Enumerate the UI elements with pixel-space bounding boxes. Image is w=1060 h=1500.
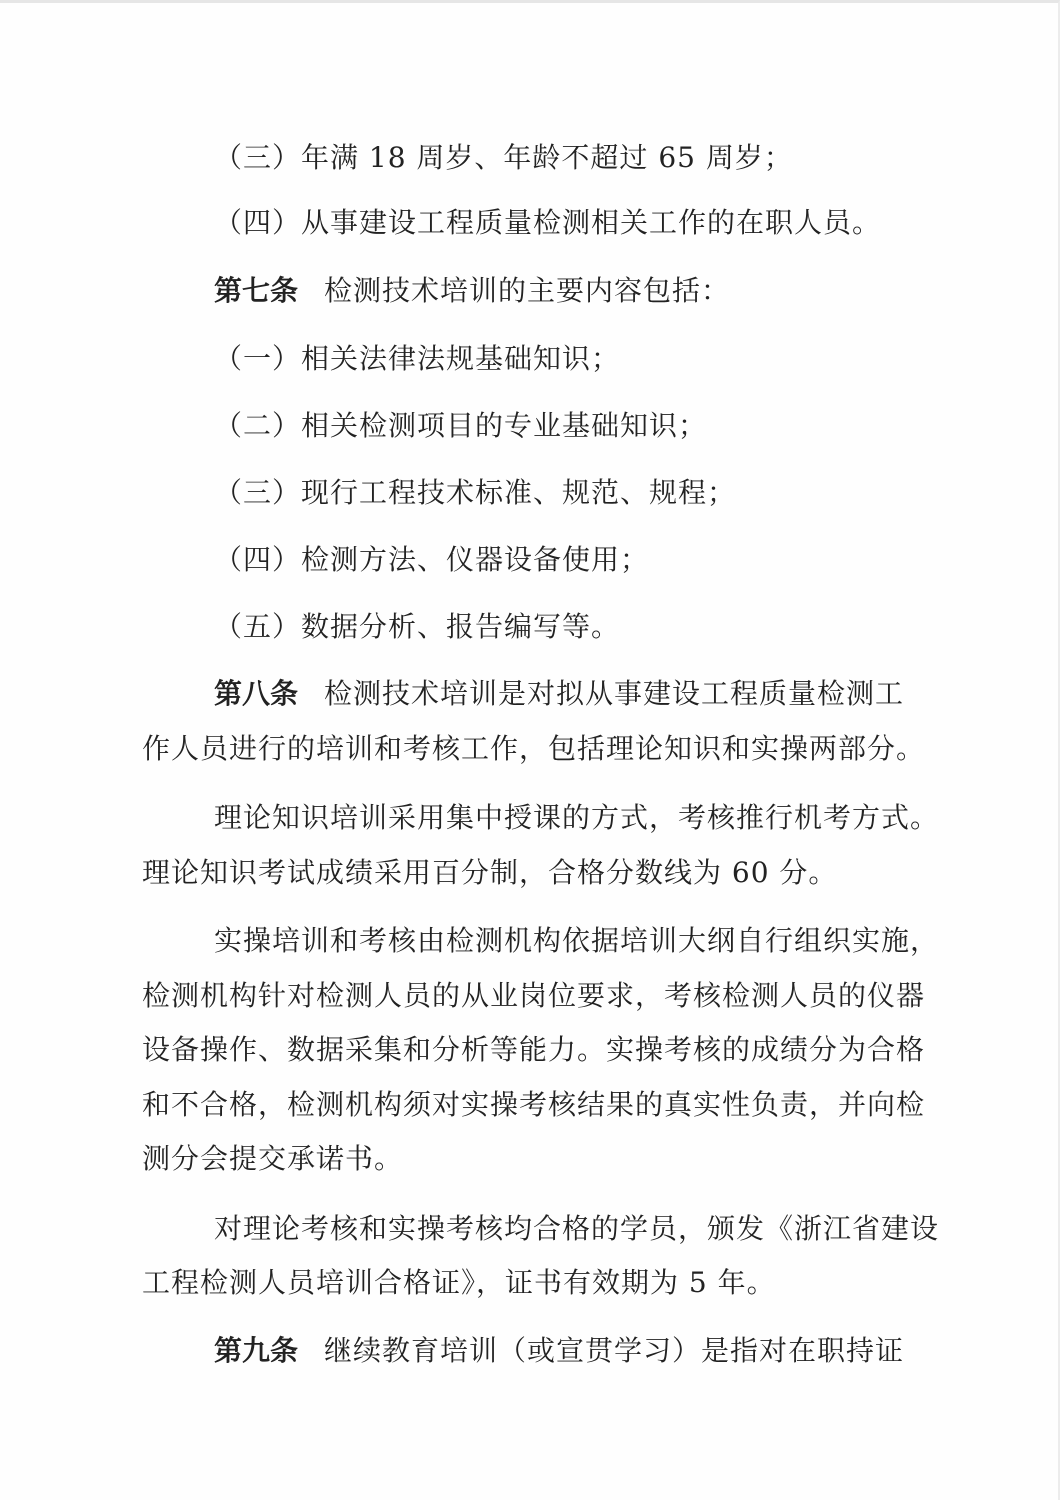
clause-item-4-staff: （四）从事建设工程质量检测相关工作的在职人员。	[214, 206, 882, 239]
article-7-item-1: （一）相关法律法规基础知识；	[214, 342, 621, 375]
article-8-intro	[214, 674, 904, 714]
certificate-para-line-1: 对理论考核和实操考核均合格的学员，颁发《浙江省建设	[214, 1212, 940, 1245]
practice-para-line-1: 实操培训和考核由检测机构依据培训大纲自行组织实施，	[214, 924, 940, 957]
article-8-text: 检测技术培训是对拟从事建设工程质量检测工	[324, 677, 905, 710]
article-7-item-3: （三）现行工程技术标准、规范、规程；	[214, 476, 737, 509]
practice-para-line-2: 检测机构针对检测人员的从业岗位要求，考核检测人员的仪器	[142, 979, 926, 1012]
article-8-line-2: 作人员进行的培训和考核工作，包括理论知识和实操两部分。	[142, 732, 926, 765]
certificate-para-line-2: 工程检测人员培训合格证》，证书有效期为 5 年。	[142, 1266, 776, 1299]
theory-para-line-2: 理论知识考试成绩采用百分制，合格分数线为 60 分。	[142, 856, 838, 889]
practice-para-line-3: 设备操作、数据采集和分析等能力。实操考核的成绩分为合格	[142, 1033, 926, 1066]
clause-item-3-age: （三）年满 18 周岁、年龄不超过 65 周岁；	[214, 141, 793, 174]
article-9-heading: 第九条	[214, 1334, 299, 1367]
theory-para-line-1: 理论知识培训采用集中授课的方式，考核推行机考方式。	[214, 801, 940, 834]
article-7-item-5: （五）数据分析、报告编写等。	[214, 610, 621, 643]
article-9-text: 继续教育培训（或宣贯学习）是指对在职持证	[324, 1334, 905, 1367]
article-7-intro	[214, 271, 730, 311]
practice-para-line-4: 和不合格，检测机构须对实操考核结果的真实性负责，并向检	[142, 1088, 926, 1121]
article-7-heading: 第七条	[214, 274, 299, 307]
article-9-intro	[214, 1331, 904, 1371]
article-7-text: 检测技术培训的主要内容包括：	[324, 274, 731, 307]
article-7-item-4: （四）检测方法、仪器设备使用；	[214, 543, 650, 576]
article-7-item-2: （二）相关检测项目的专业基础知识；	[214, 409, 708, 442]
practice-para-line-5: 测分会提交承诺书。	[142, 1142, 404, 1175]
article-8-heading: 第八条	[214, 677, 299, 710]
